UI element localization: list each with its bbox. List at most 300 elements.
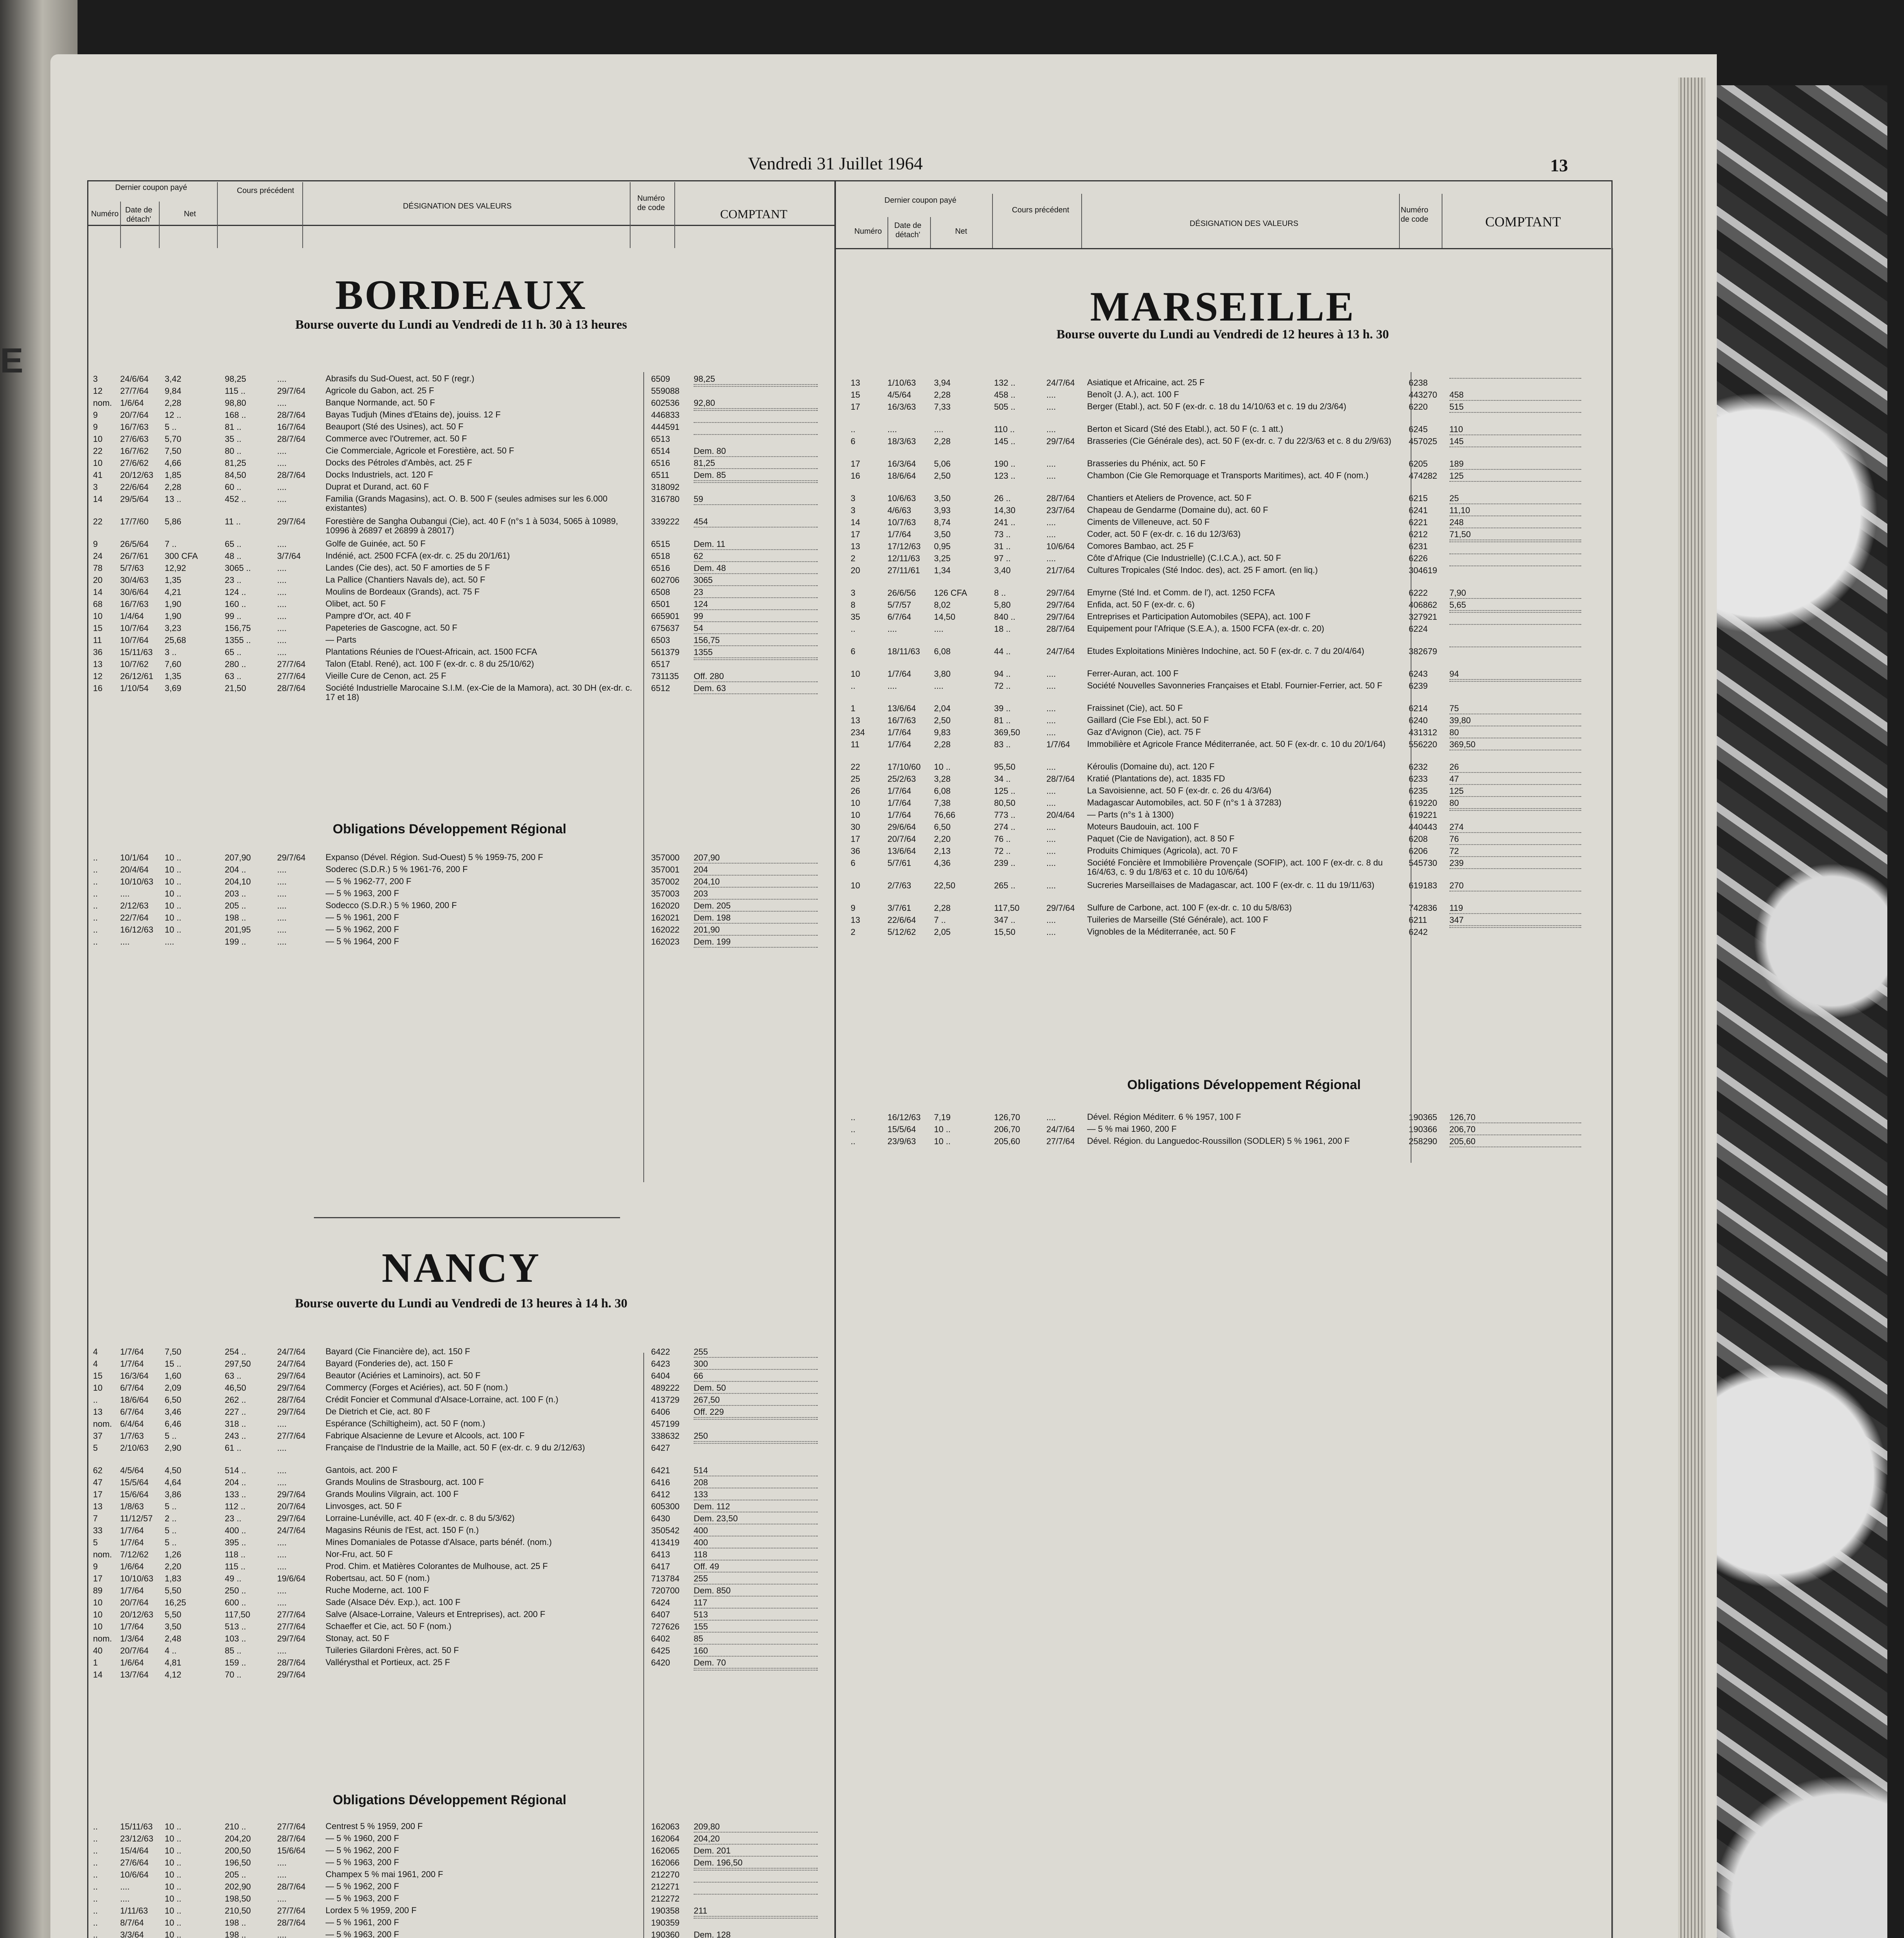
designation: Vignobles de la Méditerranée, act. 50 F bbox=[1087, 927, 1236, 936]
code: 6508 bbox=[651, 587, 670, 597]
net-amount: 2,90 bbox=[165, 1443, 181, 1453]
coupon-number: 3 bbox=[851, 493, 856, 503]
coupon-number: 16 bbox=[93, 683, 103, 693]
code: 212270 bbox=[651, 1870, 680, 1879]
net-amount: 7,50 bbox=[165, 1347, 181, 1357]
coupon-number: .. bbox=[851, 681, 856, 691]
coupon-number: .. bbox=[93, 865, 98, 874]
designation: Talon (Etabl. René), act. 100 F (ex-dr. c. 8 du 25/10/62) bbox=[326, 659, 534, 669]
code: 162063 bbox=[651, 1822, 680, 1831]
net-amount: 126 CFA bbox=[934, 588, 967, 598]
coupon-number: 30 bbox=[851, 822, 860, 832]
code: 6233 bbox=[1409, 774, 1428, 784]
designation: Banque Normande, act. 50 F bbox=[326, 398, 435, 407]
detach-date: 22/7/64 bbox=[120, 913, 149, 922]
designation: Moulins de Bordeaux (Grands), act. 75 F bbox=[326, 587, 480, 597]
coupon-number: nom. bbox=[93, 398, 112, 408]
detach-date: 20/7/64 bbox=[120, 1646, 149, 1655]
comptant: Dem. 11 bbox=[694, 539, 818, 550]
comptant: 1355 bbox=[694, 647, 818, 658]
previous-price: 239 .. bbox=[994, 858, 1016, 868]
coupon-number: .. bbox=[93, 877, 98, 886]
previous-price: 204 .. bbox=[225, 865, 246, 874]
last-date: 27/7/64 bbox=[1046, 1136, 1075, 1146]
coupon-number: .. bbox=[93, 1858, 98, 1867]
designation: Agricole du Gabon, act. 25 F bbox=[326, 386, 434, 395]
designation: Benoît (J. A.), act. 100 F bbox=[1087, 390, 1179, 399]
net-amount: 7 .. bbox=[165, 539, 177, 549]
comptant: 204,10 bbox=[694, 877, 818, 888]
previous-price: 8 .. bbox=[994, 588, 1006, 598]
code: 713784 bbox=[651, 1574, 680, 1583]
coupon-number: 26 bbox=[851, 786, 860, 796]
designation: Etudes Exploitations Minières Indochine, act. 50 F (ex-dr. c. 7 du 20/4/64) bbox=[1087, 646, 1365, 656]
coupon-number: 33 bbox=[93, 1526, 103, 1535]
comptant: 270 bbox=[1449, 881, 1581, 891]
page-date: Vendredi 31 Juillet 1964 bbox=[748, 153, 923, 173]
net-amount: 4,50 bbox=[165, 1466, 181, 1475]
detach-date: 15/6/64 bbox=[120, 1490, 149, 1499]
detach-date: 1/3/64 bbox=[120, 1634, 144, 1643]
column-divider bbox=[834, 180, 836, 1938]
previous-price: 204,10 bbox=[225, 877, 251, 886]
comptant: Dem. 201 bbox=[694, 1846, 818, 1857]
last-date: 10/6/64 bbox=[1046, 541, 1075, 551]
col-numero-code: Numéro de code bbox=[637, 194, 665, 212]
comptant: Dem. 850 bbox=[694, 1586, 818, 1597]
net-amount: 300 CFA bbox=[165, 551, 198, 561]
code: 318092 bbox=[651, 482, 680, 492]
previous-price: 210 .. bbox=[225, 1822, 246, 1831]
coupon-number: 13 bbox=[851, 716, 860, 725]
designation: Société Foncière et Immobilière Provençale (SOFIP), act. 100 F (ex-dr. c. 8 du 16/4/63, c. 9 du 1/8/63 et c. 10 du 10/6/64) bbox=[1087, 858, 1383, 877]
detach-date: 2/12/63 bbox=[120, 901, 149, 910]
net-amount: 10 .. bbox=[165, 1906, 181, 1916]
code: 457199 bbox=[651, 1419, 680, 1429]
comptant bbox=[694, 482, 818, 483]
previous-price: 199 .. bbox=[225, 937, 246, 947]
detach-date: 5/12/62 bbox=[887, 927, 916, 937]
last-date: .... bbox=[277, 446, 287, 456]
designation: Moteurs Baudouin, act. 100 F bbox=[1087, 822, 1199, 831]
comptant: 85 bbox=[694, 1634, 818, 1645]
comptant: Dem. 198 bbox=[694, 913, 818, 924]
coupon-number: .. bbox=[93, 913, 98, 922]
comptant: 454 bbox=[694, 517, 818, 528]
previous-price: 81 .. bbox=[994, 716, 1011, 725]
comptant: 26 bbox=[1449, 762, 1581, 773]
designation: La Pallice (Chantiers Navals de), act. 50 F bbox=[326, 575, 486, 585]
code: 357003 bbox=[651, 889, 680, 898]
col-designation: DÉSIGNATION DES VALEURS bbox=[403, 202, 512, 210]
net-amount: 10 .. bbox=[165, 1930, 181, 1938]
code: 6240 bbox=[1409, 716, 1428, 725]
previous-price: 18 .. bbox=[994, 624, 1011, 634]
coupon-number: 17 bbox=[851, 459, 860, 469]
last-date: .... bbox=[1046, 881, 1056, 890]
comptant bbox=[1449, 553, 1581, 554]
net-amount: 10 .. bbox=[934, 762, 951, 772]
comptant: 189 bbox=[1449, 459, 1581, 470]
last-date: 28/7/64 bbox=[277, 1882, 306, 1891]
detach-date: 20/12/63 bbox=[120, 1610, 153, 1619]
comptant: 400 bbox=[694, 1526, 818, 1536]
detach-date: 3/3/64 bbox=[120, 1930, 144, 1938]
designation: Centrest 5 % 1959, 200 F bbox=[326, 1821, 423, 1831]
col-comptant: COMPTANT bbox=[720, 207, 787, 221]
designation: Duprat et Durand, act. 60 F bbox=[326, 482, 429, 491]
coupon-number: 13 bbox=[851, 915, 860, 925]
detach-date: 10/7/63 bbox=[887, 517, 916, 527]
comptant: 133 bbox=[694, 1490, 818, 1500]
last-date: .... bbox=[277, 563, 287, 573]
comptant: 250 bbox=[694, 1431, 818, 1442]
last-date: 20/4/64 bbox=[1046, 810, 1075, 820]
last-date: .... bbox=[277, 901, 287, 910]
net-amount: 1,83 bbox=[165, 1574, 181, 1583]
bordeaux-title: BORDEAUX bbox=[335, 272, 588, 318]
detach-date: 25/2/63 bbox=[887, 774, 916, 784]
comptant: 347 bbox=[1449, 915, 1581, 926]
comptant: 206,70 bbox=[1449, 1124, 1581, 1135]
coupon-number: 40 bbox=[93, 1646, 103, 1655]
detach-date: 16/7/63 bbox=[887, 716, 916, 725]
coupon-number: .. bbox=[851, 1112, 856, 1122]
code: 6430 bbox=[651, 1514, 670, 1523]
last-date: .... bbox=[1046, 529, 1056, 539]
previous-price: 262 .. bbox=[225, 1395, 246, 1405]
net-amount: 2 .. bbox=[165, 1514, 177, 1523]
code: 6239 bbox=[1409, 681, 1428, 691]
last-date: 29/7/64 bbox=[1046, 612, 1075, 622]
previous-price: 70 .. bbox=[225, 1670, 241, 1679]
net-amount: 10 .. bbox=[165, 1822, 181, 1831]
net-amount: 5,86 bbox=[165, 517, 181, 526]
previous-price: 203 .. bbox=[225, 889, 246, 898]
net-amount: 76,66 bbox=[934, 810, 956, 820]
detach-date: 17/10/60 bbox=[887, 762, 921, 772]
designation: Equipement pour l'Afrique (S.E.A.), a. 1500 FCFA (ex-dr. c. 20) bbox=[1087, 624, 1324, 633]
comptant: 118 bbox=[694, 1550, 818, 1560]
last-date: 24/7/64 bbox=[277, 1359, 306, 1369]
last-date: 28/7/64 bbox=[277, 1918, 306, 1928]
comptant: 201,90 bbox=[694, 925, 818, 936]
previous-price: 123 .. bbox=[994, 471, 1016, 481]
detach-date: 16/3/64 bbox=[120, 1371, 149, 1381]
net-amount: 3,50 bbox=[934, 493, 951, 503]
code: 6518 bbox=[651, 551, 670, 561]
detach-date: .... bbox=[120, 937, 130, 947]
previous-price: 204 .. bbox=[225, 1478, 246, 1487]
comptant: 80 bbox=[1449, 798, 1581, 809]
code: 665901 bbox=[651, 611, 680, 621]
designation: Immobilière et Agricole France Méditerranée, act. 50 F (ex-dr. c. 10 du 20/1/64) bbox=[1087, 739, 1386, 749]
last-date: 29/7/64 bbox=[277, 1514, 306, 1523]
previous-price: 274 .. bbox=[994, 822, 1016, 832]
detach-date: 1/7/64 bbox=[120, 1586, 144, 1595]
col-net: Net bbox=[184, 210, 196, 218]
coupon-number: 3 bbox=[851, 588, 856, 598]
coupon-number: 13 bbox=[93, 1407, 103, 1417]
detach-date: 5/7/61 bbox=[887, 858, 912, 868]
detach-date: 6/4/64 bbox=[120, 1419, 144, 1429]
detach-date: 27/7/64 bbox=[120, 386, 149, 396]
designation: — 5 % 1962, 200 F bbox=[326, 1881, 399, 1891]
last-date: 24/7/64 bbox=[277, 1347, 306, 1357]
code: 6515 bbox=[651, 539, 670, 549]
previous-price: 48 .. bbox=[225, 551, 241, 561]
col-dernier-coupon: Dernier coupon payé bbox=[884, 196, 956, 205]
code: 457025 bbox=[1409, 436, 1437, 446]
marseille-obligations-title: Obligations Développement Régional bbox=[1127, 1078, 1361, 1092]
code: 6206 bbox=[1409, 846, 1428, 856]
comptant: 156,75 bbox=[694, 635, 818, 646]
page-number: 13 bbox=[1550, 155, 1568, 175]
code: 6424 bbox=[651, 1598, 670, 1607]
detach-date: 26/12/61 bbox=[120, 671, 153, 681]
designation: Schaeffer et Cie, act. 50 F (nom.) bbox=[326, 1621, 451, 1631]
detach-date: 18/11/63 bbox=[887, 647, 920, 656]
coupon-number: .. bbox=[851, 624, 856, 634]
net-amount: 2,13 bbox=[934, 846, 951, 856]
comptant: 207,90 bbox=[694, 853, 818, 864]
net-amount: 4,21 bbox=[165, 587, 181, 597]
designation: Beauport (Sté des Usines), act. 50 F bbox=[326, 422, 464, 431]
comptant: 211 bbox=[694, 1906, 818, 1917]
last-date: .... bbox=[277, 482, 287, 492]
previous-price: 125 .. bbox=[994, 786, 1016, 796]
previous-price: 773 .. bbox=[994, 810, 1016, 820]
coupon-number: 10 bbox=[93, 434, 103, 444]
detach-date: 12/11/63 bbox=[887, 553, 920, 563]
code: 561379 bbox=[651, 647, 680, 657]
designation: Bayard (Fonderies de), act. 150 F bbox=[326, 1359, 453, 1368]
last-date: 21/7/64 bbox=[1046, 566, 1075, 575]
last-date: .... bbox=[277, 1858, 287, 1867]
previous-price: 243 .. bbox=[225, 1431, 246, 1441]
comptant bbox=[1449, 681, 1581, 682]
last-date: .... bbox=[1046, 703, 1056, 713]
coupon-number: 10 bbox=[93, 1383, 103, 1393]
previous-price: 254 .. bbox=[225, 1347, 246, 1357]
coupon-number: 14 bbox=[93, 494, 103, 504]
last-date: 24/7/64 bbox=[1046, 1124, 1075, 1134]
previous-price: 201,95 bbox=[225, 925, 251, 935]
code: 619183 bbox=[1409, 881, 1437, 890]
designation: Robertsau, act. 50 F (nom.) bbox=[326, 1573, 430, 1583]
comptant: Dem. 128 bbox=[694, 1930, 818, 1938]
net-amount: 1,35 bbox=[165, 575, 181, 585]
detach-date: 13/6/64 bbox=[887, 703, 916, 713]
previous-price: 94 .. bbox=[994, 669, 1011, 679]
code: 304619 bbox=[1409, 566, 1437, 575]
code: 6412 bbox=[651, 1490, 670, 1499]
detach-date: 1/7/64 bbox=[120, 1347, 144, 1357]
net-amount: 3,69 bbox=[165, 683, 181, 693]
previous-price: 61 .. bbox=[225, 1443, 241, 1453]
previous-price: 369,50 bbox=[994, 728, 1020, 737]
coupon-number: 5 bbox=[93, 1443, 98, 1453]
net-amount: 3,86 bbox=[165, 1490, 181, 1499]
last-date: 28/7/64 bbox=[1046, 774, 1075, 784]
designation: Forestière de Sangha Oubangui (Cie), act. 40 F (n°s 1 à 5034, 5065 à 10989, 10996 à 26897 et 26899 à 28017) bbox=[326, 516, 618, 535]
designation: Linvosges, act. 50 F bbox=[326, 1501, 402, 1511]
designation: Sulfure de Carbone, act. 100 F (ex-dr. c. 10 du 5/8/63) bbox=[1087, 903, 1292, 912]
code: 212272 bbox=[651, 1894, 680, 1904]
previous-price: 76 .. bbox=[994, 834, 1011, 844]
code: 190360 bbox=[651, 1930, 680, 1938]
coupon-number: .. bbox=[93, 937, 98, 947]
last-date: .... bbox=[1046, 927, 1056, 937]
comptant: 117 bbox=[694, 1598, 818, 1609]
last-date: 19/6/64 bbox=[277, 1574, 306, 1583]
designation: Fraissinet (Cie), act. 50 F bbox=[1087, 703, 1183, 713]
code: 619221 bbox=[1409, 810, 1437, 820]
previous-price: 132 .. bbox=[994, 378, 1016, 388]
previous-price: 115 .. bbox=[225, 1562, 246, 1571]
detach-date: 23/9/63 bbox=[887, 1136, 916, 1146]
designation: Brasseries (Cie Générale des), act. 50 F (ex-dr. c. 7 du 22/3/63 et c. 8 du 2/9/63) bbox=[1087, 436, 1392, 446]
designation: — 5 % 1961, 200 F bbox=[326, 912, 399, 922]
coupon-number: 10 bbox=[93, 1622, 103, 1631]
comptant: 54 bbox=[694, 623, 818, 634]
previous-price: 210,50 bbox=[225, 1906, 251, 1916]
net-amount: 5,50 bbox=[165, 1610, 181, 1619]
net-amount: 3,93 bbox=[934, 505, 951, 515]
last-date: .... bbox=[277, 1646, 287, 1655]
previous-price: 198 .. bbox=[225, 1930, 246, 1938]
comptant: 110 bbox=[1449, 424, 1581, 435]
designation: Ciments de Villeneuve, act. 50 F bbox=[1087, 517, 1210, 527]
net-amount: 10 .. bbox=[165, 1846, 181, 1855]
coupon-number: 68 bbox=[93, 599, 103, 609]
comptant: Dem. 50 bbox=[694, 1383, 818, 1394]
designation: Salve (Alsace-Lorraine, Valeurs et Entreprises), act. 200 F bbox=[326, 1609, 545, 1619]
code: 6503 bbox=[651, 635, 670, 645]
coupon-number: 14 bbox=[93, 587, 103, 597]
last-date: .... bbox=[277, 1586, 287, 1595]
detach-date: 18/3/63 bbox=[887, 436, 916, 446]
code: 338632 bbox=[651, 1431, 680, 1441]
net-amount: 6,50 bbox=[934, 822, 951, 832]
coupon-number: 14 bbox=[93, 1670, 103, 1679]
previous-price: 80 .. bbox=[225, 446, 241, 456]
net-amount: 10 .. bbox=[165, 901, 181, 910]
coupon-number: 4 bbox=[93, 1347, 98, 1357]
previous-price: 118 .. bbox=[225, 1550, 246, 1559]
net-amount: 3 .. bbox=[165, 647, 177, 657]
designation: Sade (Alsace Dév. Exp.), act. 100 F bbox=[326, 1597, 461, 1607]
previous-price: 5,80 bbox=[994, 600, 1011, 610]
detach-date: 16/12/63 bbox=[887, 1112, 921, 1122]
last-date: .... bbox=[1046, 669, 1056, 679]
previous-price: 14,30 bbox=[994, 505, 1016, 515]
last-date: 29/7/64 bbox=[277, 853, 306, 862]
net-amount: 10 .. bbox=[934, 1136, 951, 1146]
detach-date: 27/11/61 bbox=[887, 566, 920, 575]
net-amount: 3,42 bbox=[165, 374, 181, 384]
code: 443270 bbox=[1409, 390, 1437, 400]
coupon-number: 36 bbox=[93, 647, 103, 657]
col-numero: Numéro bbox=[854, 227, 882, 236]
code: 190359 bbox=[651, 1918, 680, 1928]
designation: Plantations Réunies de l'Ouest-Africain, act. 1500 FCFA bbox=[326, 647, 537, 657]
designation: Gaz d'Avignon (Cie), act. 75 F bbox=[1087, 727, 1201, 737]
detach-date: 29/6/64 bbox=[887, 822, 916, 832]
nancy-title: NANCY bbox=[382, 1245, 541, 1291]
comptant bbox=[694, 1918, 818, 1919]
last-date: 20/7/64 bbox=[277, 1502, 306, 1511]
designation: Fabrique Alsacienne de Levure et Alcools, act. 100 F bbox=[326, 1431, 525, 1440]
coupon-number: 17 bbox=[93, 1574, 103, 1583]
previous-price: 73 .. bbox=[994, 529, 1011, 539]
designation: Chambon (Cie Gle Remorquage et Transports Maritimes), act. 40 F (nom.) bbox=[1087, 471, 1369, 480]
last-date: 29/7/64 bbox=[1046, 436, 1075, 446]
previous-price: 196,50 bbox=[225, 1858, 251, 1867]
coupon-number: 37 bbox=[93, 1431, 103, 1441]
designation: De Dietrich et Cie, act. 80 F bbox=[326, 1407, 431, 1416]
detach-date: 16/7/63 bbox=[120, 599, 149, 609]
detach-date: 1/6/64 bbox=[120, 1562, 144, 1571]
net-amount: 10 .. bbox=[165, 889, 181, 898]
coupon-number: 36 bbox=[851, 846, 860, 856]
detach-date: 30/6/64 bbox=[120, 587, 149, 597]
coupon-number: 10 bbox=[93, 611, 103, 621]
designation: Olibet, act. 50 F bbox=[326, 599, 386, 609]
designation: Bayas Tudjuh (Mines d'Etains de), jouiss. 12 F bbox=[326, 410, 501, 419]
net-amount: 6,08 bbox=[934, 647, 951, 656]
code: 6221 bbox=[1409, 517, 1428, 527]
last-date: .... bbox=[277, 575, 287, 585]
coupon-number: .. bbox=[93, 925, 98, 935]
last-date: 28/7/64 bbox=[277, 470, 306, 480]
net-amount: 10 .. bbox=[165, 1870, 181, 1879]
code: 382679 bbox=[1409, 647, 1437, 656]
previous-price: 190 .. bbox=[994, 459, 1016, 469]
comptant bbox=[1449, 624, 1581, 625]
col-designation: DÉSIGNATION DES VALEURS bbox=[1189, 219, 1299, 228]
coupon-number: 9 bbox=[93, 422, 98, 432]
detach-date: 15/5/64 bbox=[887, 1124, 916, 1134]
designation: Produits Chimiques (Agricola), act. 70 F bbox=[1087, 846, 1238, 855]
last-date: 29/7/64 bbox=[277, 1407, 306, 1417]
previous-price: 83 .. bbox=[994, 740, 1011, 749]
nancy-obligations-title: Obligations Développement Régional bbox=[333, 1793, 567, 1807]
detach-date: .... bbox=[887, 424, 897, 434]
detach-date: 16/7/63 bbox=[120, 422, 149, 432]
designation: Cie Commerciale, Agricole et Forestière, act. 50 F bbox=[326, 446, 514, 455]
code: 444591 bbox=[651, 422, 680, 432]
coupon-number: 13 bbox=[93, 659, 103, 669]
comptant: 205,60 bbox=[1449, 1136, 1581, 1147]
detach-date: 1/7/64 bbox=[887, 529, 912, 539]
code: 6514 bbox=[651, 446, 670, 456]
previous-price: 15,50 bbox=[994, 927, 1016, 937]
net-amount: 6,50 bbox=[165, 1395, 181, 1405]
designation: Commercy (Forges et Aciéries), act. 50 F (nom.) bbox=[326, 1383, 508, 1392]
last-date: .... bbox=[277, 937, 287, 947]
last-date: 27/7/64 bbox=[277, 1622, 306, 1631]
net-amount: 1,85 bbox=[165, 470, 181, 480]
code: 212271 bbox=[651, 1882, 680, 1891]
coupon-number: 10 bbox=[93, 1610, 103, 1619]
coupon-number: 4 bbox=[93, 1359, 98, 1369]
last-date: 27/7/64 bbox=[277, 1906, 306, 1916]
code: 6215 bbox=[1409, 493, 1428, 503]
previous-price: 3,40 bbox=[994, 566, 1011, 575]
designation: Sodecco (S.D.R.) 5 % 1960, 200 F bbox=[326, 900, 457, 910]
code: 6220 bbox=[1409, 402, 1428, 412]
